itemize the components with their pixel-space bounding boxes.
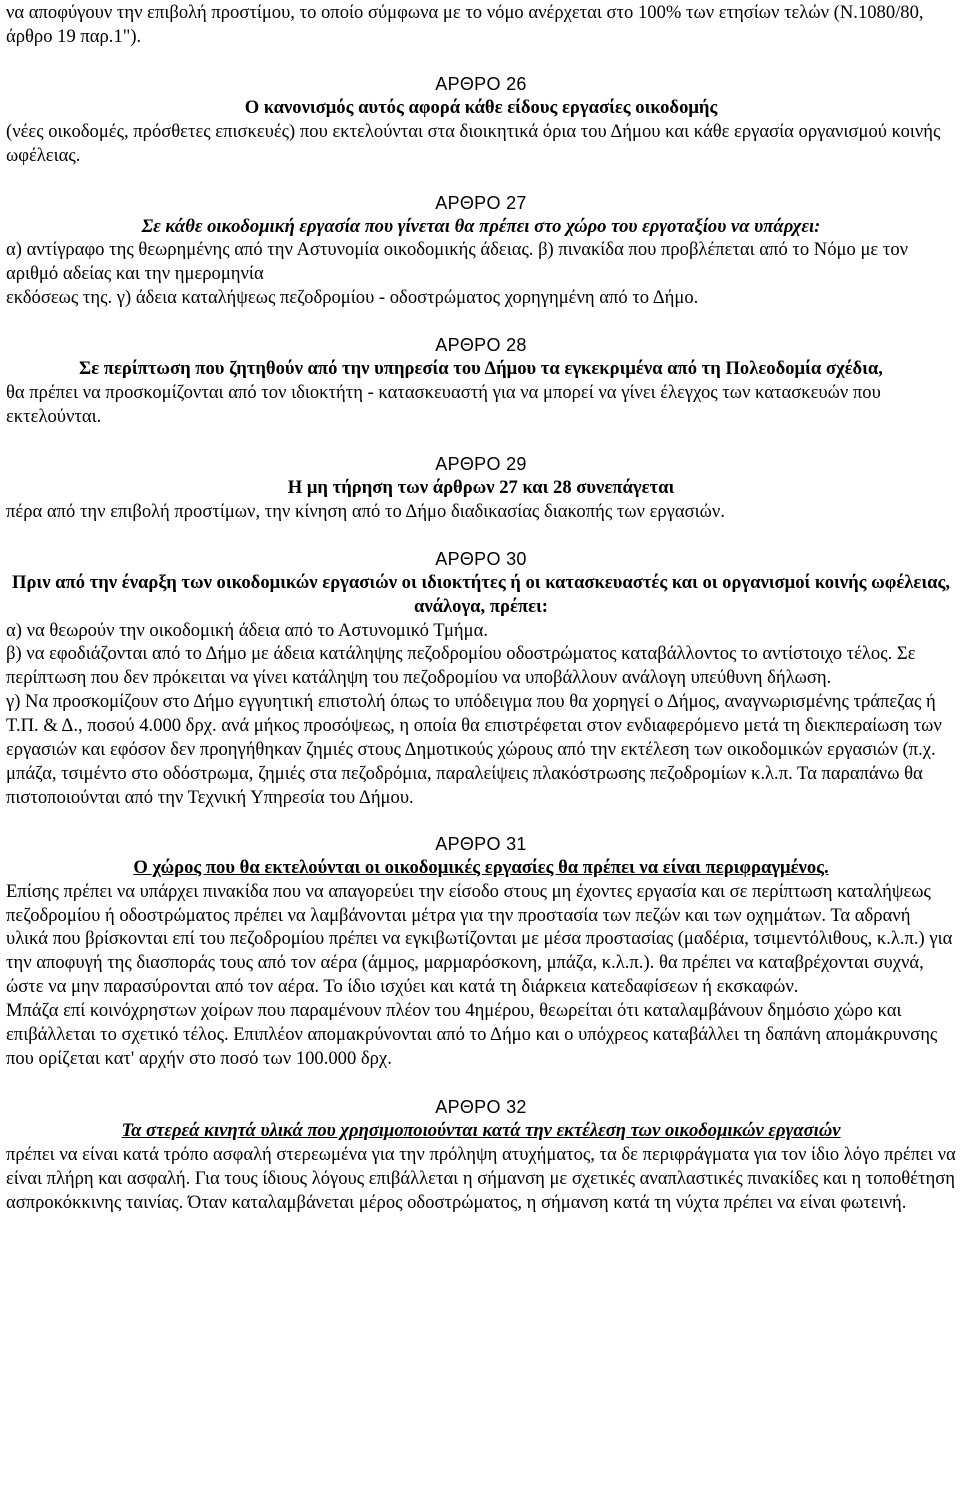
article-title: ΑΡΘΡΟ 28 xyxy=(435,335,527,356)
article-heading-text: Τα στερεά κινητά υλικά που χρησιμοποιούνται κατά την εκτέλεση των οικοδομικών εργασιών xyxy=(121,1119,841,1141)
article-32 xyxy=(6,1095,956,1215)
intro-paragraph: να αποφύγουν την επιβολή προστίμου, το οποίο σύμφωνα με το νόμο ανέρχεται στο 100% των ετησίων τελών (Ν.1080/80, άρθρο 19 παρ.1"). xyxy=(6,2,924,47)
article-31 xyxy=(6,832,956,1071)
article-paragraph: α) να θεωρούν την οικοδομική άδεια από το Αστυνομικό Τμήμα. xyxy=(6,619,489,641)
article-27 xyxy=(6,191,956,311)
article-30 xyxy=(6,547,956,810)
article-29 xyxy=(6,452,956,524)
article-paragraph: α) αντίγραφο της θεωρημένης από την Αστυνομία οικοδομικής άδειας. β) πινακίδα που προβλέπεται από το Νόμο με τον αριθμό αδείας και την ημερομηνία xyxy=(6,239,909,285)
article-paragraph: Επίσης πρέπει να υπάρχει πινακίδα που να απαγορεύει την είσοδο στους μη έχοντες εργασία και σε περίπτωση καταλήψεως πεζοδρομίου ή οδοστρώματος πρέπει να λαμβάνονται μέτρα για την προστασία των πεζών και των οχημάτων. Τα αδρανή υλικά που βρίσκονται επί του πεζοδρομίου πρέπει να εγκιβωτίζονται με μέσα προστασίας (μαδέρια, τσιμεντόλιθους, κ.λ.π.) για την αποφυγή της διασποράς τους από τον αέρα (άμμος, μαρμαρόσκονη, μπάζα, κ.λ.π.). θα πρέπει να καταβρέχονται συχνά, ώστε να μην παρασύρονται από τον αέρα. Το ίδιο ισχύει και κατά τη διάρκεια κατεδαφίσεων ή εκσκαφών. xyxy=(6,880,953,998)
article-paragraph: θα πρέπει να προσκομίζονται από τον ιδιοκτήτη - κατασκευαστή για να μπορεί να γίνει έλεγχος των κατασκευών που εκτελούνται. xyxy=(6,382,881,427)
article-heading: Η μη τήρηση των άρθρων 27 και 28 συνεπάγεται xyxy=(287,476,675,498)
article-title: ΑΡΘΡΟ 32 xyxy=(435,1096,527,1117)
article-paragraph: πέρα από την επιβολή προστίμων, την κίνηση από το Δήμο διαδικασίας διακοπής των εργασιών. xyxy=(6,500,725,522)
article-paragraph: εκδόσεως της. γ) άδεια καταλήψεως πεζοδρομίου - οδοστρώματος χορηγημένη από το Δήμο. xyxy=(6,287,699,309)
article-paragraph: β) να εφοδιάζονται από το Δήμο με άδεια κατάληψης πεζοδρομίου οδοστρώματος καταβάλλοντος το αντίστοιχο τέλος. Σε περίπτωση που δεν πρόκειται να γίνει κατάληψη του πεζοδρομίου να υποβάλλουν ανάλογη υπεύθυνη δήλωση. xyxy=(6,643,916,689)
article-title: ΑΡΘΡΟ 30 xyxy=(435,548,527,569)
document-page xyxy=(6,1,956,1215)
article-heading-text: Ο χώρος που θα εκτελούνται οι οικοδομικές εργασίες θα πρέπει να είναι περιφραγμένος. xyxy=(133,856,829,878)
article-heading: Σε κάθε οικοδομική εργασία που γίνεται θα πρέπει στο χώρο του εργοταξίου να υπάρχει: xyxy=(141,215,821,237)
article-heading: Πριν από την έναρξη των οικοδομικών εργασιών οι ιδιοκτήτες ή οι κατασκευαστές και οι οργανισμοί κοινής ωφέλειας, ανάλογα, πρέπει: xyxy=(12,571,950,617)
article-paragraph: γ) Να προσκομίζουν στο Δήμο εγγυητική επιστολή όπως το υπόδειγμα που θα χορηγεί ο Δήμος, αναγνωρισμένης τράπεζας ή Τ.Π. & Δ., ποσού 4.000 δρχ. ανά μήκος προσόψεως, η οποία θα επιστρέφεται στον ενδιαφερόμενο μετά τη διεκπεραίωση των εργασιών και εφόσον δεν προηγήθηκαν ζημιές στους Δημοτικούς χώρους από την εκτέλεση των οικοδομικών εργασιών (π.χ. μπάζα, τσιμέντο στο οδόστρωμα, ζημιές στα πεζοδρόμια, παραλείψεις πλακόστρωσης πεζοδρομίων κ.λ.π. Τα παραπάνω θα πιστοποιούνται από την Τεχνική Υπηρεσία του Δήμου. xyxy=(6,691,942,808)
article-title: ΑΡΘΡΟ 26 xyxy=(435,73,527,94)
article-heading: Σε περίπτωση που ζητηθούν από την υπηρεσία του Δήμου τα εγκεκριμένα από τη Πολεοδομία σχέδια, xyxy=(79,358,883,380)
article-26 xyxy=(6,72,956,168)
article-title: ΑΡΘΡΟ 29 xyxy=(435,453,527,474)
article-title: ΑΡΘΡΟ 31 xyxy=(435,833,527,854)
article-heading xyxy=(6,856,956,880)
article-title: ΑΡΘΡΟ 27 xyxy=(435,192,527,213)
article-heading xyxy=(6,1119,956,1143)
article-paragraph: Μπάζα επί κοινόχρηστων χοίρων που παραμένουν πλέον του 4ημέρου, θεωρείται ότι καταλαμβάνουν δημόσιο χώρο και επιβάλλεται το σχετικό τέλος. Επιπλέον απομακρύνονται από το Δήμο και ο υπόχρεος καταβάλλει τη δαπάνη απομάκρυνσης που ορίζεται κατ' αρχήν στο ποσό των 100.000 δρχ. xyxy=(6,1000,938,1069)
article-28 xyxy=(6,333,956,429)
article-paragraph: (νέες οικοδομές, πρόσθετες επισκευές) που εκτελούνται στα διοικητικά όρια του Δήμου και κάθε εργασία οργανισμού κοινής ωφέλειας. xyxy=(6,120,941,166)
article-heading: Ο κανονισμός αυτός αφορά κάθε είδους εργασίες οικοδομής xyxy=(244,96,718,118)
article-paragraph: πρέπει να είναι κατά τρόπο ασφαλή στερεωμένα για την πρόληψη ατυχήματος, τα δε περιφράγματα για τον ίδιο λόγο πρέπει να είναι πλήρη και ασφαλή. Για τους ίδιους λόγους επιβάλλεται η σήμανση με σχετικές αναπλαστικές πινακίδες και η τοποθέτηση ασπροκόκκινης ταινίας. Όταν καταλαμβάνεται μέρος οδοστρώματος, η σήμανση κατά τη νύχτα πρέπει να είναι φωτεινή. xyxy=(6,1143,956,1213)
